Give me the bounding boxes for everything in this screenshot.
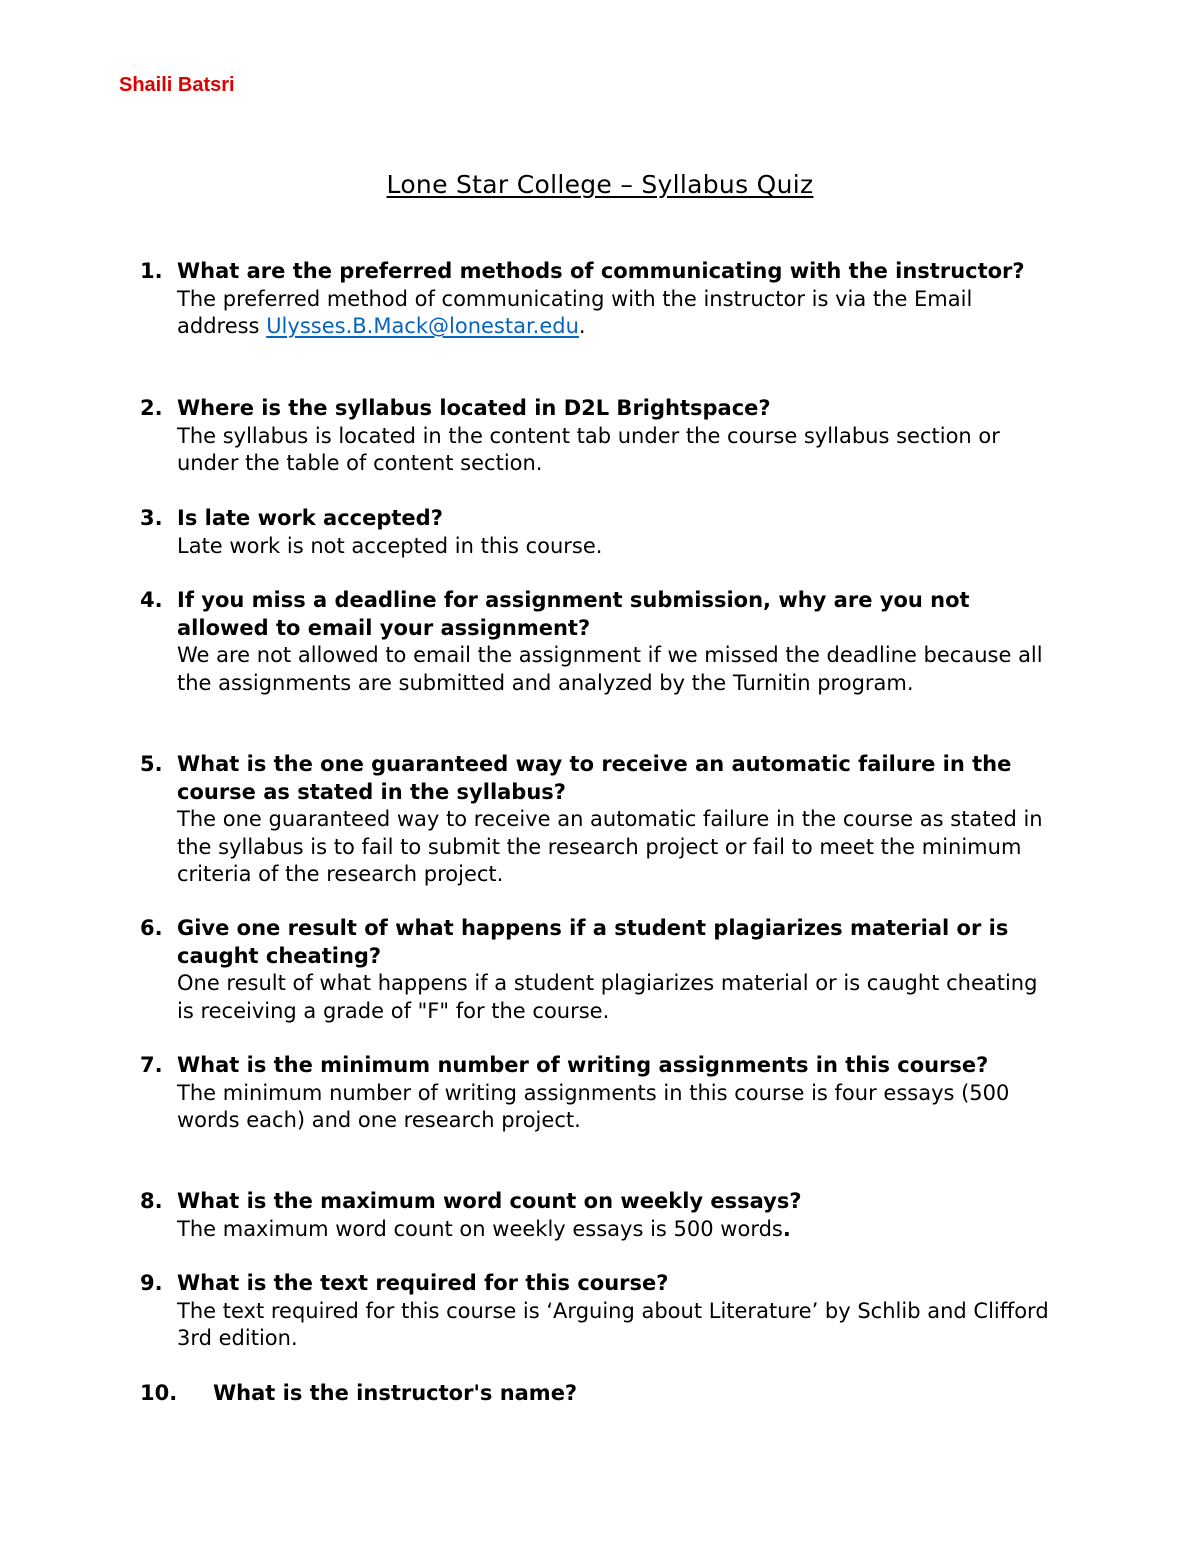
question-text: Where is the syllabus located in D2L Brightspace?: [177, 396, 771, 420]
question-number: 9.: [140, 1271, 163, 1295]
answer-text: The syllabus is located in the content tab under the course syllabus section or under the table of content section.: [177, 423, 1000, 475]
answer-text: The text required for this course is ‘Arguing about Literature’ by Schlib and Clifford 3rd edition.: [177, 1298, 1049, 1350]
question-number: 1.: [140, 259, 163, 283]
question-number: 4.: [140, 588, 163, 612]
question-item-10: [140, 1380, 1060, 1408]
answer-body: The maximum word count on weekly essays is 500 words: [177, 1216, 783, 1241]
question-text: What is the minimum number of writing assignments in this course?: [177, 1053, 989, 1077]
question-item-1: [140, 258, 1060, 341]
answer-text: One result of what happens if a student plagiarizes material or is caught cheating is receiving a grade of "F" for the course.: [177, 971, 1038, 1023]
question-number: 10.: [140, 1381, 178, 1405]
question-number: 3.: [140, 506, 163, 530]
question-item-8: [140, 1188, 1060, 1243]
answer-text: We are not allowed to email the assignment if we missed the deadline because all the assignments are submitted and analyzed by the Turnitin program.: [177, 643, 1043, 695]
question-item-4: [140, 587, 1060, 697]
question-text: What are the preferred methods of communicating with the instructor?: [177, 259, 1025, 283]
question-item-3: [140, 505, 1060, 560]
answer-text: The minimum number of writing assignments in this course is four essays (500 words each) and one research project.: [177, 1080, 1010, 1132]
question-number: 2.: [140, 396, 163, 420]
question-number: 7.: [140, 1053, 163, 1077]
answer-prefix: The preferred method of communicating with the instructor is via the Email address: [177, 286, 973, 338]
question-item-7: [140, 1052, 1060, 1135]
question-item-2: [140, 395, 1060, 478]
question-number: 5.: [140, 752, 163, 776]
question-text: Give one result of what happens if a student plagiarizes material or is caught cheating?: [177, 916, 1009, 968]
question-text: If you miss a deadline for assignment submission, why are you not allowed to email your assignment?: [177, 588, 970, 640]
question-item-9: [140, 1270, 1060, 1353]
answer-text: The one guaranteed way to receive an automatic failure in the course as stated in the syllabus is to fail to submit the research project or fail to meet the minimum criteria of the research project.: [177, 807, 1043, 886]
instructor-email-link[interactable]: Ulysses.B.Mack@lonestar.edu: [266, 314, 579, 338]
question-text: What is the one guaranteed way to receive an automatic failure in the course as stated in the syllabus?: [177, 752, 1012, 804]
answer-text: [177, 1216, 1060, 1244]
question-number: 6.: [140, 916, 163, 940]
question-text: What is the instructor's name?: [213, 1381, 578, 1405]
question-number: 8.: [140, 1189, 163, 1213]
answer-text: [177, 286, 1060, 341]
question-text: What is the maximum word count on weekly essays?: [177, 1189, 802, 1213]
question-item-6: [140, 915, 1060, 1025]
question-item-5: [140, 751, 1060, 889]
answer-suffix: .: [578, 314, 586, 338]
author-name: Shaili Batsri: [119, 74, 235, 96]
question-text: What is the text required for this course?: [177, 1271, 669, 1295]
question-text: Is late work accepted?: [177, 506, 443, 530]
answer-period: .: [782, 1216, 791, 1241]
answer-text: Late work is not accepted in this course.: [177, 533, 603, 558]
document-title: Lone Star College – Syllabus Quiz: [386, 170, 814, 199]
